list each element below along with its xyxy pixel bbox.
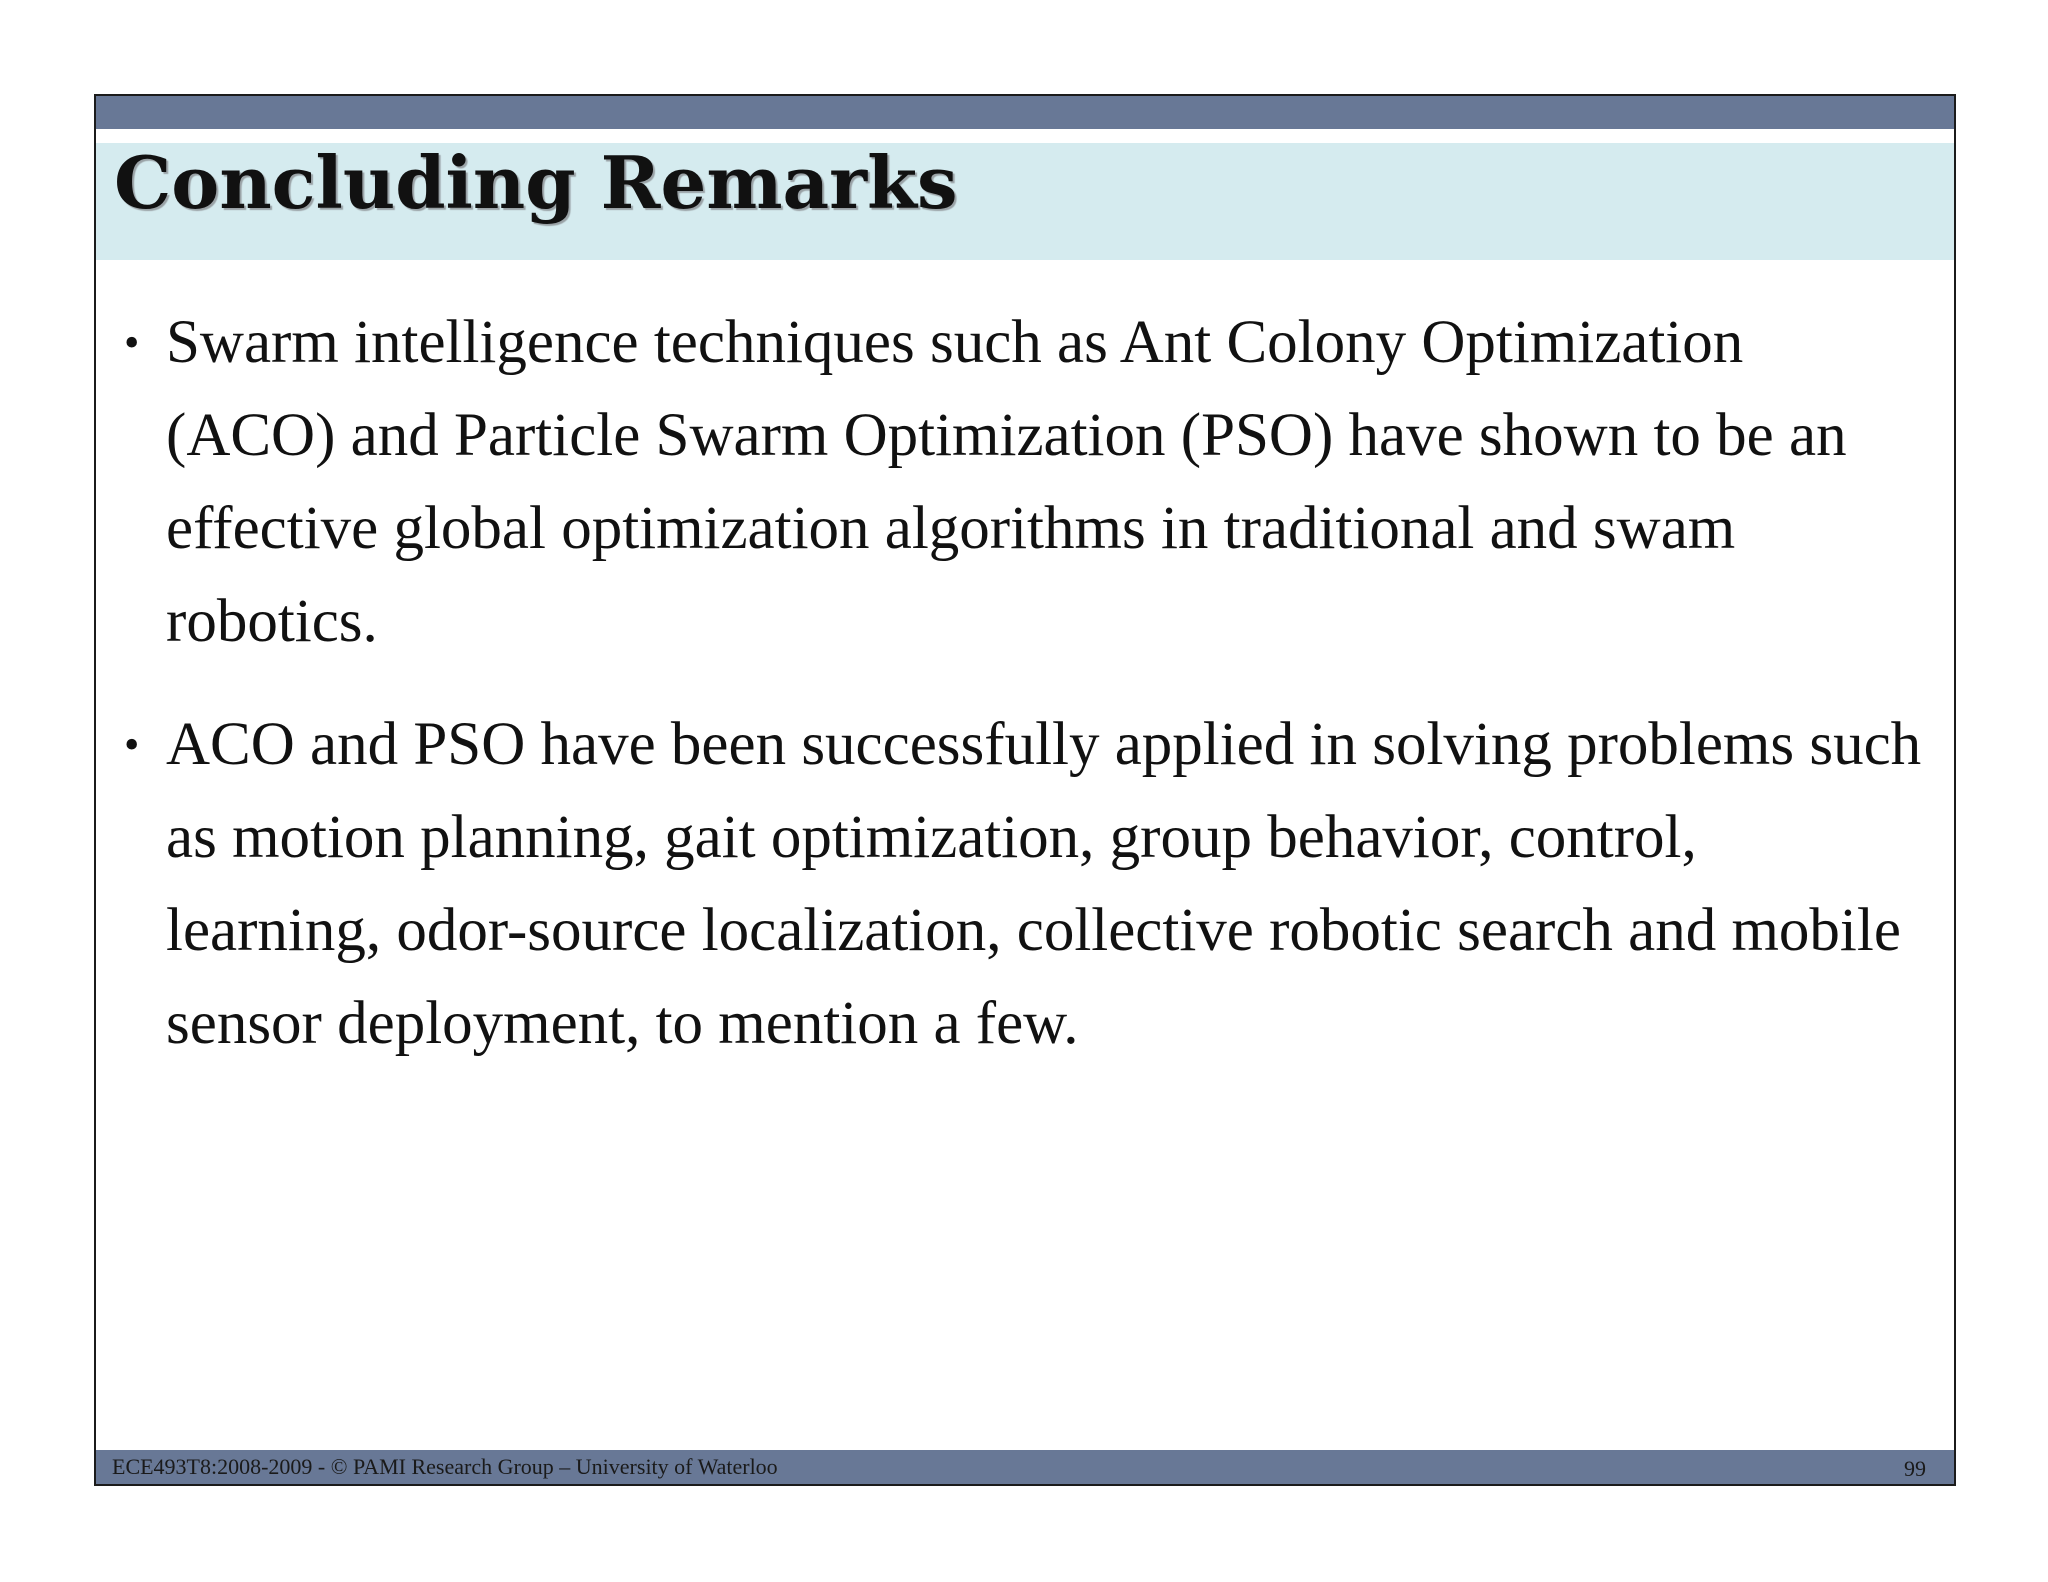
- bullet-item: [124, 698, 1924, 1070]
- bullet-item: [124, 296, 1924, 668]
- bullet-text: ACO and PSO have been successfully applied in solving problems such as motion planning, gait optimization, group behavior, control, learning, odor-source localization, collective robotic search and mobile sensor deployment, to mention a few.: [166, 711, 1922, 1057]
- slide-frame: [94, 94, 1956, 1486]
- footer-text: ECE493T8:2008-2009 - © PAMI Research Group – University of Waterloo: [112, 1454, 778, 1479]
- bullet-text: Swarm intelligence techniques such as Ant Colony Optimization (ACO) and Particle Swarm Optimization (PSO) have shown to be an effective global optimization algorithms in traditional and swam robotics.: [166, 309, 1847, 655]
- title-band: [96, 140, 1954, 260]
- slide-title: Concluding Remarks: [114, 140, 958, 225]
- footer-bar: [96, 1450, 1954, 1484]
- bullet-marker: •: [124, 720, 140, 769]
- page-number: 99: [1904, 1456, 1926, 1481]
- bullet-marker: •: [124, 318, 140, 367]
- bullet-list: [124, 296, 1924, 1100]
- header-bar: [96, 96, 1954, 129]
